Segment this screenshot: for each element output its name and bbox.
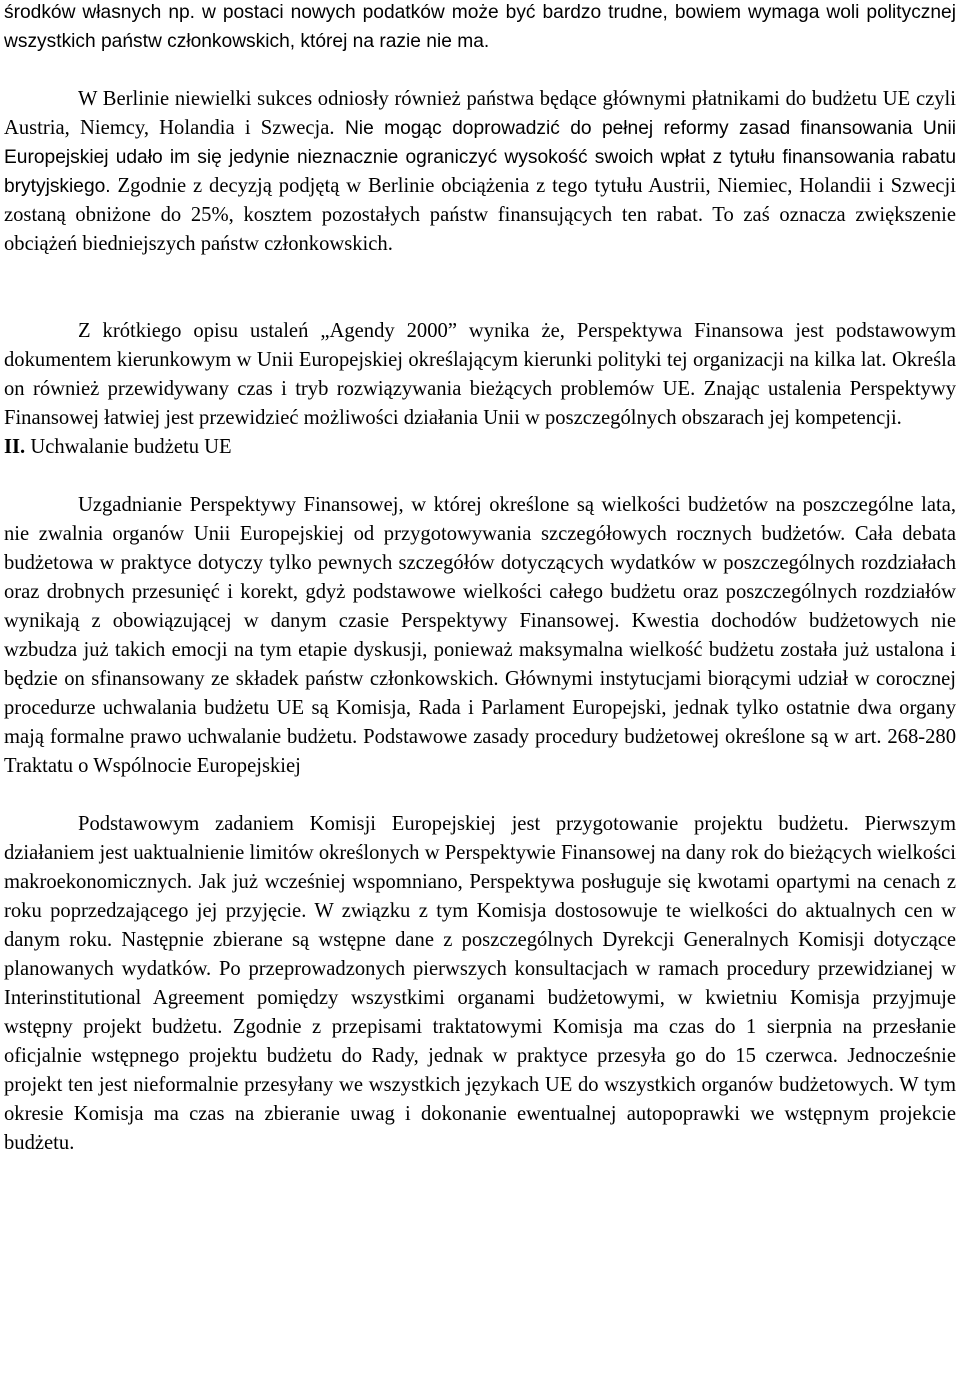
- paragraph-3: Z krótkiego opisu ustaleń „Agendy 2000” wynika że, Perspektywa Finansowa jest podstawowym dokumentem kierunkowym w Unii Europejskiej określającym kierunki polityki tej organizacji na kilka lat. Określa on również przewidywany czas i tryb rozwiązywania bieżących problemów UE. Znając ustalenia Perspektywy Finansowej łatwiej jest przewidzieć możliwości działania Unii w poszczególnych obszarach jej kompetencji.: [4, 320, 956, 429]
- paragraph-4: Uzgadnianie Perspektywy Finansowej, w której określone są wielkości budżetów na poszczególne lata, nie zwalnia organów Unii Europejskiej od przygotowywania szczegółowych rocznych budżetów. Cała debata budżetowa w praktyce dotyczy tylko pewnych szczegółów dotyczących wydatków w poszczególnych rozdziałach oraz drobnych przesunięć i korekt, gdyż podstawowe wielkości całego budżetu oraz poszczególnych rozdziałów wynikają z obowiązującej w danym czasie Perspektywy Finansowej. Kwestia dochodów budżetowych nie wzbudza już takich emocji na tym etapie dyskusji, ponieważ maksymalna wielkość budżetu została już ustalona i będzie on sfinansowany ze składek państw członkowskich. Głównymi instytucjami biorącymi udział w corocznej procedurze uchwalania budżetu UE są Komisja, Rada i Parlament Europejski, jednak tylko ostatnie dwa organy mają formalne prawo uchwalanie budżetu. Podstawowe zasady procedury budżetowej określone są w art. 268-280 Traktatu o Wspólnocie Europejskiej: [4, 494, 956, 777]
- paragraph-2-part-b: Nie mogąc doprowadzić do pełnej reformy zasad finansowania Unii Europejskiej udało im się jedynie nieznacznie ograniczyć wysokość swoich wpłat z tytułu finansowania rabatu brytyjskiego.: [4, 118, 956, 197]
- paragraph-2: [4, 85, 956, 259]
- paragraph-1: [4, 0, 956, 56]
- section-number: II.: [4, 436, 26, 458]
- paragraph-1-text: środków własnych np. w postaci nowych podatków może być bardzo trudne, bowiem wymaga woli politycznej wszystkich państw członkowskich, której na razie nie ma.: [4, 2, 956, 52]
- section-title: Uchwalanie budżetu UE: [30, 436, 232, 458]
- paragraph-2-part-c: Zgodnie z decyzją podjętą w Berlinie obciążenia z tego tytułu Austrii, Niemiec, Holandii i Szwecji zostaną obniżone do 25%, kosztem pozostałych państw finansujących ten rabat.: [4, 175, 956, 226]
- paragraph-2-part-d: To zaś oznacza zwiększenie obciążeń biedniejszych państw członkowskich.: [4, 204, 956, 255]
- paragraph-2-part-a: W Berlinie niewielki sukces odniosły również państwa będące głównymi płatnikami do budżetu UE czyli Austria, Niemcy, Holandia i Szwecja.: [4, 88, 956, 139]
- document-page: [4, 0, 956, 1158]
- paragraph-5: Podstawowym zadaniem Komisji Europejskiej jest przygotowanie projektu budżetu. Pierwszym działaniem jest uaktualnienie limitów określonych w Perspektywie Finansowej na dany rok do bieżących wielkości makroekonomicznych. Jak już wcześniej wspomniano, Perspektywa posługuje się kwotami opartymi na cenach z roku poprzedzającego jej przyjęcie. W związku z tym Komisja dostosowuje te wielkości do aktualnych cen w danym roku. Następnie zbierane są wstępne dane z poszczególnych Dyrekcji Generalnych Komisji dotyczące planowanych wydatków. Po przeprowadzonych pierwszych konsultacjach w ramach procedury przewidzianej w Interinstitutional Agreement pomiędzy wszystkimi organami budżetowymi, w kwietniu Komisja przyjmuje wstępny projekt budżetu. Zgodnie z przepisami traktatowymi Komisja ma czas do 1 sierpnia na przesłanie oficjalnie wstępnego projektu budżetu do Rady, jednak w praktyce przesyła go do 15 czerwca. Jednocześnie projekt ten jest nieformalnie przesyłany we wszystkich językach UE do wszystkich organów budżetowych. W tym okresie Komisja ma czas na zbieranie uwag i dokonanie ewentualnej autopoprawki we wstępnym projekcie budżetu.: [4, 813, 956, 1154]
- section-heading: [4, 433, 956, 462]
